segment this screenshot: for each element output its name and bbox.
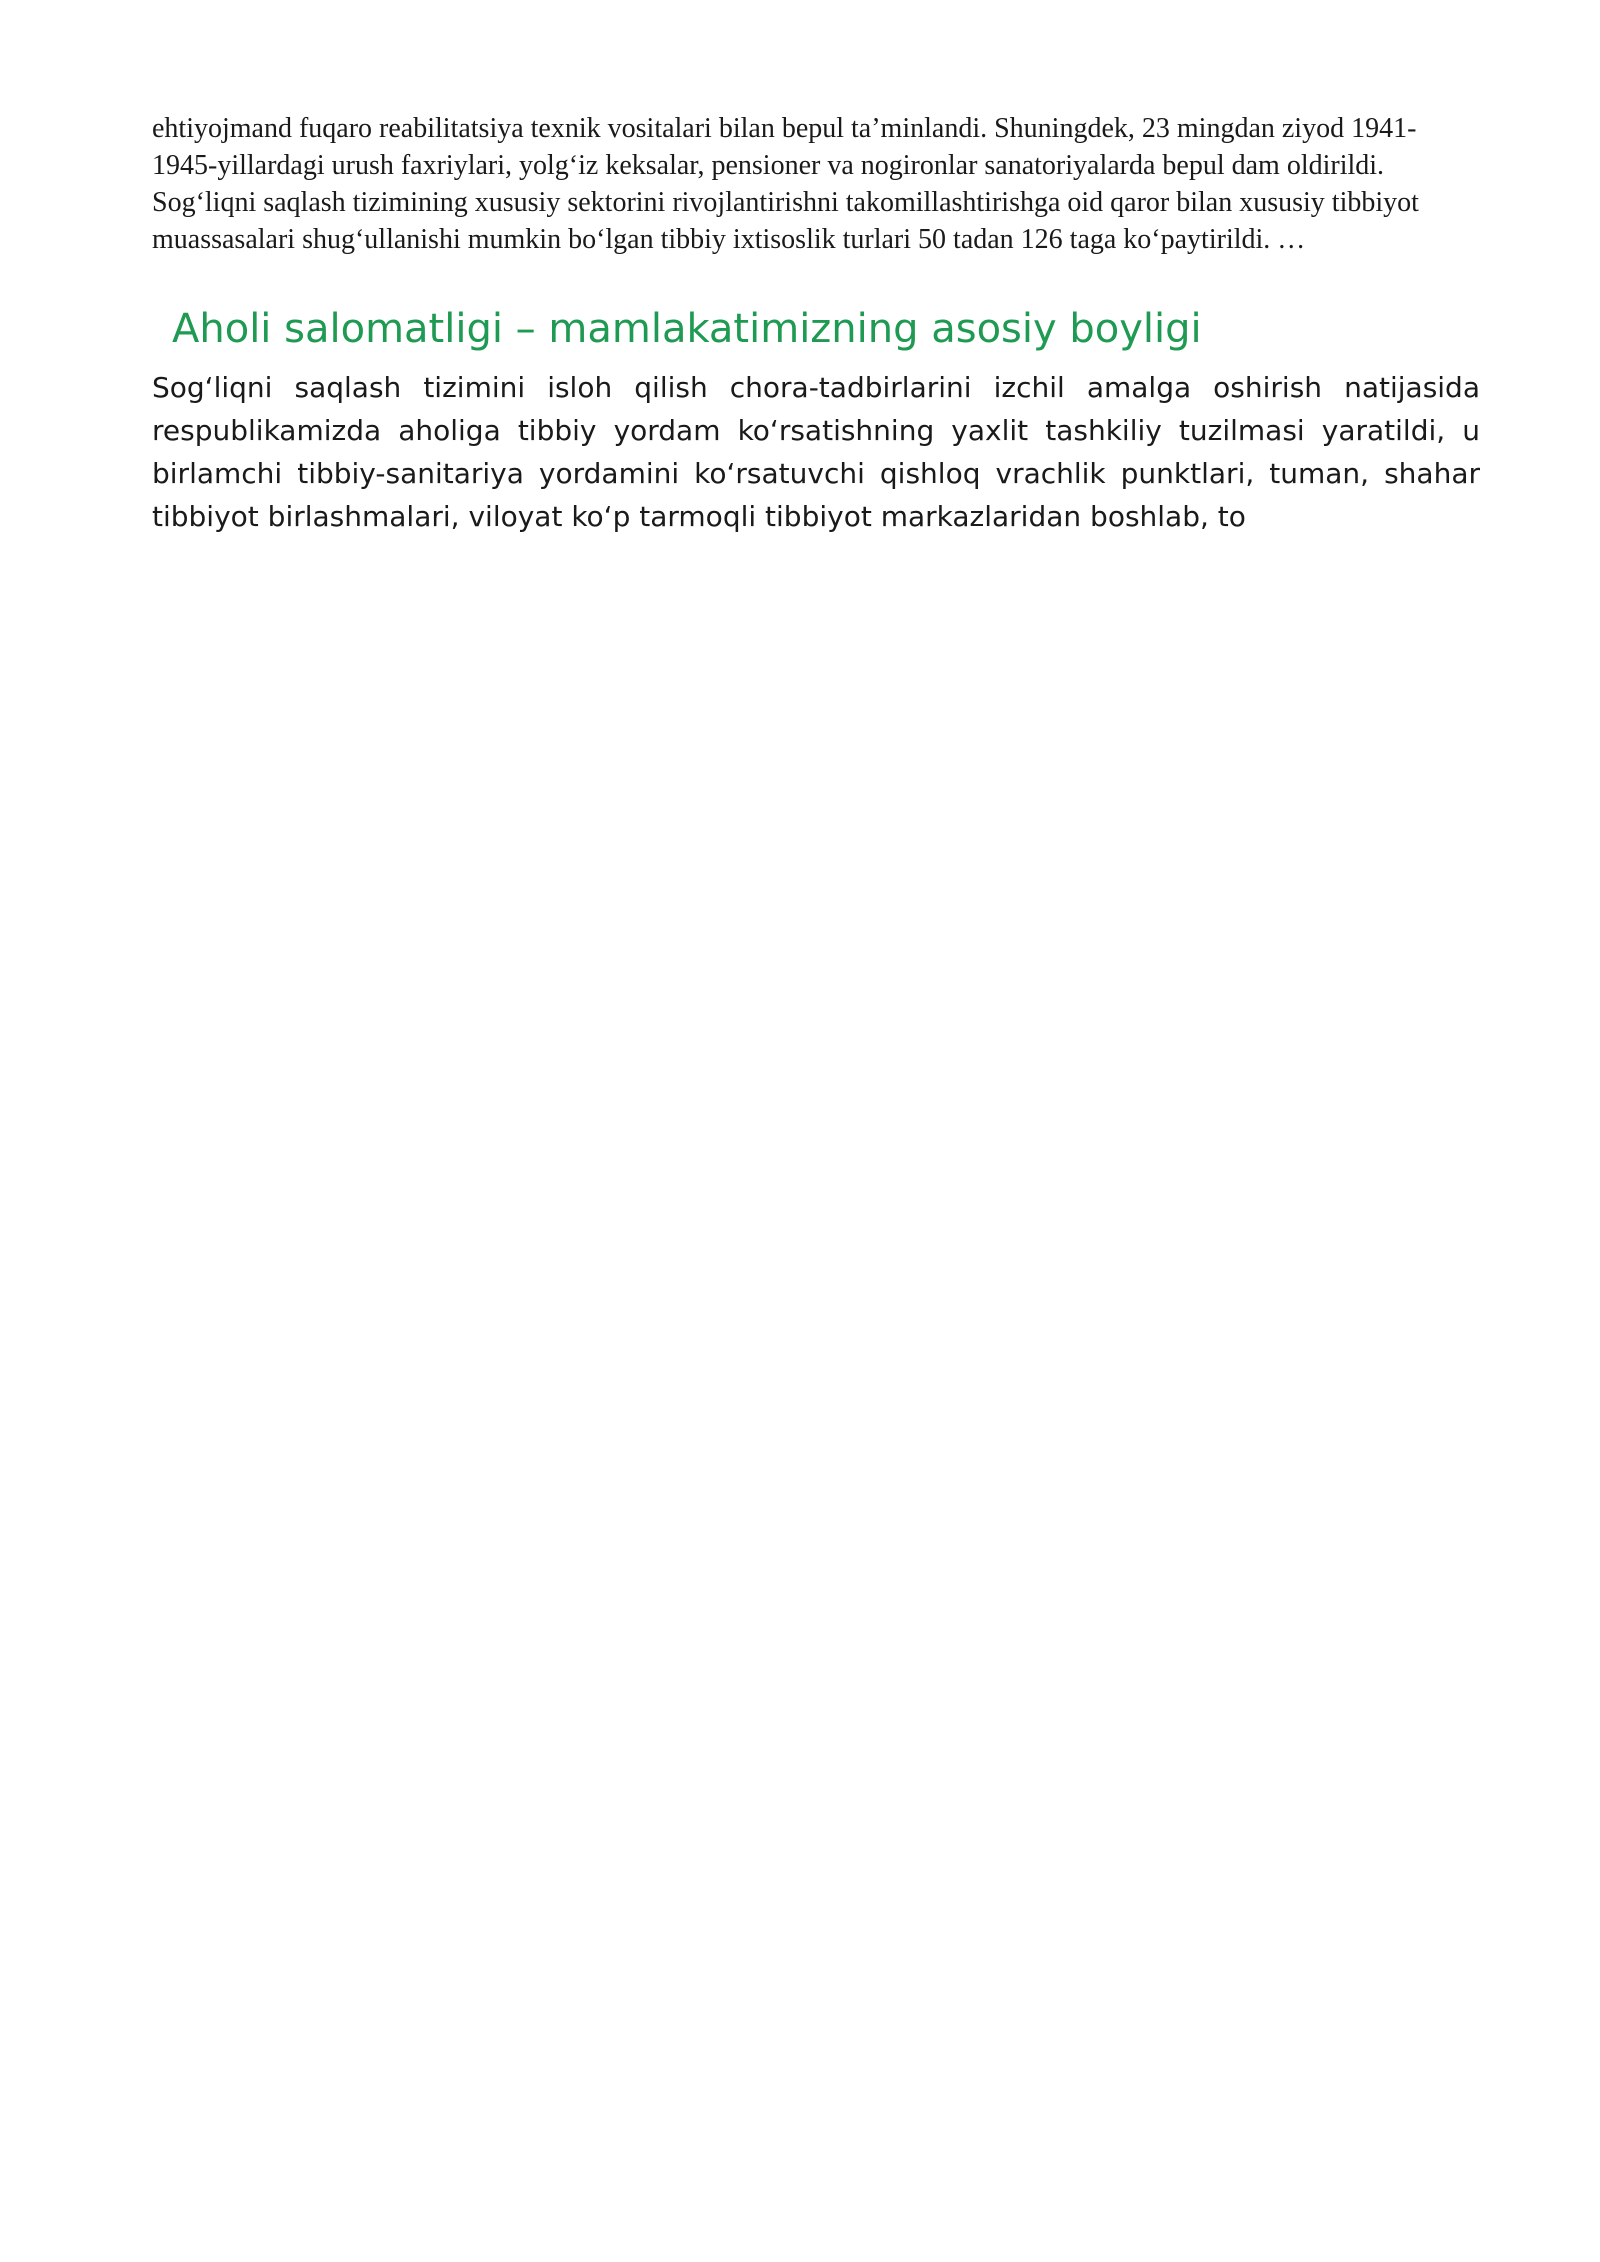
body-paragraph: ehtiyojmand fuqaro reabilitatsiya texnik vositalari bilan bepul ta’minlandi. Shuningdek, 23 mingdan ziyod 1941-1945-yillardagi urush faxriylari, yolg‘iz keksalar, pensioner va nogironlar sanatoriyalarda bepul dam oldirildi. Sog‘liqni saqlash tizimining xususiy sektorini rivojlantirishni takomillashtirishga oid qaror bilan xususiy tibbiyot muassasalari shug‘ullanishi mumkin bo‘lgan tibbiy ixtisoslik turlari 50 tadan 126 taga ko‘paytirildi. … bbox=[152, 113, 1419, 255]
section-heading: Aholi salomatligi – mamlakatimizning asosiy boyligi bbox=[172, 306, 1202, 352]
section-paragraph: Sog‘liqni saqlash tizimini isloh qilish chora-tadbirlarini izchil amalga oshirish natijasida respublikamizda aholiga tibbiy yordam ko‘rsatishning yaxlit tashkiliy tuzilmasi yaratildi, u birlamchi tibbiy-sanitariya yordamini ko‘rsatuvchi qishloq vrachlik punktlari, tuman, shahar tibbiyot birlashmalari, viloyat ko‘p tarmoqli tibbiyot markazlaridan boshlab, to bbox=[152, 371, 1480, 533]
